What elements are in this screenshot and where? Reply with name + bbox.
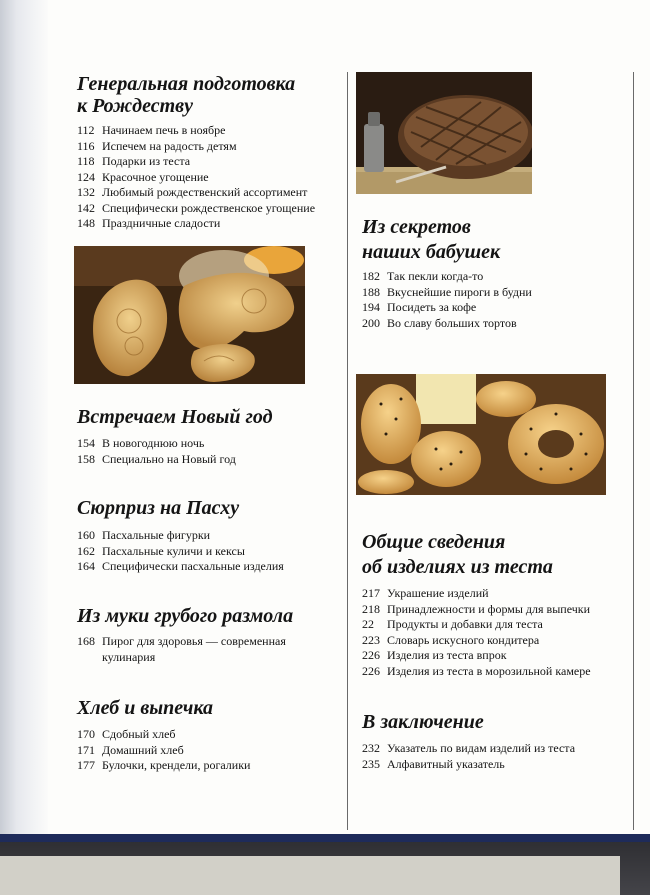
entries-grandma — [362, 269, 627, 331]
page-number: 232 — [362, 741, 380, 755]
entry-title: Алфавитный указатель — [387, 756, 505, 771]
entry-title: Вкуснейшие пироги в будни — [387, 284, 532, 299]
page-number: 164 — [77, 559, 95, 573]
entry-title: Указатель по видам изделий из теста — [387, 741, 576, 755]
page-number: 116 — [77, 138, 95, 153]
list-item — [77, 201, 342, 217]
list-item — [362, 269, 627, 285]
entries-bread — [77, 727, 342, 774]
page-number: 158 — [77, 451, 95, 466]
list-item — [362, 664, 627, 680]
page-number: 112 — [77, 123, 95, 137]
list-item — [77, 436, 342, 452]
entry-title: Любимый рождественский ассортимент — [102, 185, 308, 199]
page-number: 124 — [77, 169, 95, 184]
list-item — [77, 154, 342, 170]
entries-easter — [77, 528, 342, 575]
cookies-photo — [74, 246, 305, 384]
list-item — [362, 300, 627, 316]
entry-title: Испечем на радость детям — [102, 138, 237, 153]
list-item — [362, 602, 627, 618]
entry-title: В новогоднюю ночь — [102, 436, 205, 450]
page-number: 235 — [362, 756, 380, 771]
page-number: 217 — [362, 586, 380, 600]
bread-loaf-photo — [356, 72, 532, 194]
list-item — [362, 617, 627, 633]
list-item — [77, 559, 342, 575]
entry-title: Пасхальные фигурки — [102, 528, 211, 542]
list-item — [77, 528, 342, 544]
entry-title: Изделия из теста впрок — [387, 648, 507, 662]
section-title-wholegrain: Из муки грубого размола — [77, 605, 294, 627]
page-number: 160 — [77, 528, 95, 542]
entry-title: Во славу больших тортов — [387, 315, 517, 330]
page-number: 188 — [362, 284, 380, 299]
list-item — [362, 757, 627, 773]
seeded-pastries-photo — [356, 374, 606, 495]
list-item — [77, 185, 342, 201]
section-title-easter: Сюрприз на Пасху — [77, 497, 240, 519]
page-number: 226 — [362, 648, 380, 662]
book-spine-shadow — [0, 0, 48, 840]
section-title-general-line2: об изделиях из теста — [362, 556, 553, 578]
page-number: 177 — [77, 758, 95, 772]
section-title-christmas — [77, 73, 295, 117]
entry-title: Изделия из теста в морозильной камере — [387, 663, 591, 678]
entry-title: Принадлежности и формы для выпечки — [387, 601, 591, 616]
list-item — [77, 634, 307, 665]
list-item — [77, 139, 342, 155]
entries-general — [362, 586, 627, 679]
entry-title: Красочное угощение — [102, 169, 209, 184]
list-item — [77, 758, 342, 774]
entry-title: Украшение изделий — [387, 586, 489, 600]
entries-wholegrain — [77, 634, 307, 665]
entry-title: Праздничные сладости — [102, 216, 221, 230]
section-title-conclusion: В заключение — [362, 711, 484, 733]
list-item — [77, 544, 342, 560]
entry-title: Сдобный хлеб — [102, 727, 176, 741]
list-item — [77, 743, 342, 759]
section-title-bread: Хлеб и выпечка — [77, 697, 214, 719]
list-item — [77, 452, 342, 468]
section-title-general — [362, 531, 553, 578]
page-number: 142 — [77, 200, 95, 215]
entries-christmas — [77, 123, 342, 232]
entry-title: Специфически рождественское угощение — [102, 200, 316, 215]
page-number: 154 — [77, 436, 95, 450]
section-title-newyear: Встречаем Новый год — [77, 406, 273, 428]
column-divider-right — [633, 72, 634, 830]
list-item — [362, 285, 627, 301]
entry-title: Подарки из теста — [102, 154, 191, 168]
entry-title: Так пекли когда-то — [387, 269, 484, 283]
list-item — [362, 586, 627, 602]
section-title-general-line1: Общие сведения — [362, 531, 506, 553]
entry-title: Пасхальные куличи и кексы — [102, 543, 245, 558]
page-number: 170 — [77, 727, 95, 741]
list-item — [362, 741, 627, 757]
entry-title: Посидеть за кофе — [387, 300, 477, 314]
page-number: 218 — [362, 601, 380, 616]
entry-title: Специфически пасхальные изделия — [102, 559, 284, 573]
book-cover-edge — [0, 834, 650, 842]
entry-title: Булочки, крендели, рогалики — [102, 758, 251, 772]
page-number: 226 — [362, 663, 380, 678]
entry-title: Начинаем печь в ноябре — [102, 123, 226, 137]
page-number: 171 — [77, 742, 95, 757]
entry-title: Домашний хлеб — [102, 742, 184, 757]
entry-title: Словарь искусного кондитера — [387, 632, 540, 647]
entry-title: Пирог для здоровья — современная кулинария — [102, 634, 286, 664]
background-below-page-light — [0, 856, 620, 895]
section-title-grandma-line1: Из секретов — [362, 216, 471, 238]
list-item — [77, 216, 342, 232]
page-number: 148 — [77, 216, 95, 230]
entry-title: Продукты и добавки для теста — [387, 617, 543, 631]
page-number: 200 — [362, 315, 380, 330]
section-title-christmas-line1: Генеральная подготовка — [77, 73, 296, 95]
list-item — [77, 727, 342, 743]
list-item — [77, 123, 342, 139]
page-number: 168 — [77, 634, 95, 648]
page-number: 132 — [77, 185, 95, 199]
column-divider-left — [347, 72, 348, 830]
page-number: 162 — [77, 543, 95, 558]
entries-conclusion — [362, 741, 627, 772]
section-title-christmas-line2: к Рождеству — [77, 95, 193, 117]
list-item — [362, 316, 627, 332]
list-item — [77, 170, 342, 186]
page-number: 118 — [77, 154, 95, 168]
list-item — [362, 633, 627, 649]
page-number: 182 — [362, 269, 380, 283]
entries-newyear — [77, 436, 342, 467]
page-number: 22 — [362, 617, 374, 631]
section-title-grandma-line2: наших бабушек — [362, 241, 501, 263]
list-item — [362, 648, 627, 664]
page-number: 223 — [362, 632, 380, 647]
page-number: 194 — [362, 300, 380, 314]
entry-title: Специально на Новый год — [102, 451, 236, 466]
section-title-grandma — [362, 216, 500, 263]
